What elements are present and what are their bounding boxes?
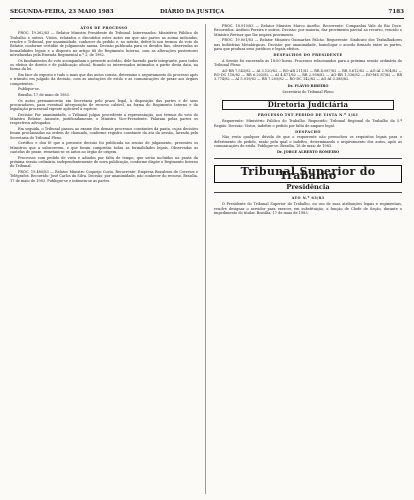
page-header — [10, 7, 404, 19]
paragraph: Os autos permanecerão em Secretaria pelo prazo legal, à disposição das partes e de seus procuradores, para eventual interposição de recurso cabível, na forma do Regimento Interno e da legislação processual vigente aplicável à espécie. — [10, 98, 198, 112]
paragraph: Os fundamentos do voto acompanham o presente acórdão, dele fazendo parte integrante, para todos os efeitos de direito e de publicação oficial, ficando os interessados intimados a partir desta data, na forma da lei. — [10, 58, 198, 72]
paragraph: Não resta qualquer dúvida de que o requerente não preencheu os requisitos legais para o deferimento do pedido, razão pela qual o indefiro, determinando o arquivamento dos autos, após as comunicações de estilo. Publique-se. Brasília, 16 de maio de 1983. — [214, 135, 402, 148]
department-title: Presidência — [286, 183, 330, 192]
act-number: ATO N.º 63/83 — [291, 196, 325, 201]
paragraph: PROC. 19.480/83 — Relator Ministro Coqueijo Costa. Recorrente: Empresa Brasileira de Correios e Telégrafos. Recorrido: José Carlos da Silva. Decisão: por unanimidade, não conhecer do recurso. Brasília, 17 de maio de 1983. Publique-se e intimem-se as partes. — [10, 170, 198, 183]
paragraph: Em seguida, o Tribunal passou ao exame dos demais processos constantes da pauta, cujas decisões foram proclamadas na ordem de chamada, conforme registro constante da ata da sessão, lavrada pela Secretaria do Tribunal Pleno. — [10, 127, 198, 140]
signature-title: Secretário do Tribunal Pleno — [282, 89, 334, 94]
horizontal-rule — [214, 158, 402, 159]
paragraph: Brasília, 17 de maio de 1983. — [18, 92, 70, 97]
paragraph: A Sessão foi encerrada às 18:00 horas. Processos relacionados para a próxima sessão ordinária do Tribunal Pleno: — [214, 58, 402, 67]
column-divider — [205, 24, 206, 494]
paragraph: PROC. 18.910/83 — Relator Ministro Marco Aurélio. Recorrente: Companhia Vale do Rio Doce. Recorridos: Antônio Pereira e outros. Decisão: por maioria, dar provimento parcial ao recurso, vencido o Ministro Revisor que lhe negava provimento. — [214, 24, 402, 37]
section-heading: DESPACHOS DO PRESIDENTE — [273, 52, 343, 57]
paragraph: Requerente: Ministério Público do Trabalho. Requerido: Tribunal Regional do Trabalho da 5.ª Região. Decisão: Vistos, indefiro o pedido por falta de amparo legal. — [214, 119, 402, 128]
section-heading: DESPACHO — [295, 129, 321, 134]
header-journal-title: DIÁRIO DA JUSTIÇA — [160, 9, 225, 15]
boxed-section-title: Diretoria Judiciária — [222, 100, 394, 110]
paragraph: PROC. 19.362/83 — Relator Ministro Presidente do Tribunal. Interessados: Ministério Público do Trabalho e outros. Vistos, relatados e discutidos estes autos em que são partes as acima indicadas, resolve o Tribunal, por unanimidade, conhecer do pedido e, no mérito, deferi-lo nos termos do voto do Relator, conforme certidão de julgamento anexa. Decisão publicada para os devidos fins, observadas as formalidades legais e o disposto no artigo 88 do Regimento Interno, com as alterações posteriores introduzidas pela Emenda Regimental n.º 2, de 1982. — [10, 31, 198, 57]
paragraph: PROC. 19.001/83 — Relator Ministro Guimarães Falcão. Requerente: Sindicato dos Trabalhadores nas Indústrias Metalúrgicas. Decisão: por unanimidade, homologar o acordo firmado entre as partes, para que produza seus jurídicos e legais efeitos. — [214, 38, 402, 51]
paragraph: Em face do exposto e tudo o mais que dos autos consta, determino o arquivamento do processo após o trânsito em julgado da decisão, com as anotações de estilo e as comunicações de praxe aos órgãos competentes. — [10, 72, 198, 86]
signature-name: Dr. FLÁVIO RIBEIRO — [287, 83, 329, 88]
paragraph: Publique-se. — [18, 87, 40, 92]
paragraph: Decisão: Por unanimidade, o Tribunal julgou procedente a representação, nos termos do voto do Ministro Relator. Ausente, justificadamente, o Ministro Vice-Presidente. Falaram pelas partes os respectivos advogados. — [10, 112, 198, 126]
horizontal-rule — [214, 192, 402, 193]
paragraph: Processos com pedido de vista e adiados por falta de tempo, que serão incluídos na pauta da próxima sessão ordinária, independentemente de nova publicação, conforme dispõe o Regimento Interno do Tribunal. — [10, 155, 198, 169]
paragraph: Certifico e dou fé que a presente decisão foi publicada na sessão de julgamento, presentes os Ministros que a subscrevem, e que foram cumpridas todas as formalidades legais. Observadas as cautelas de praxe, remetam-se os autos ao órgão de origem. — [10, 141, 198, 155]
section-heading: ATOS DE PROCESSO — [80, 25, 128, 30]
header-date: SEGUNDA-FEIRA, 23 MAIO 1983 — [10, 9, 114, 15]
right-column — [214, 24, 402, 496]
left-column — [10, 24, 198, 496]
subsection-heading: PROCESSO TST PEDIDO DE VISTA N.º 1/83 — [257, 113, 359, 118]
header-page-number: 7183 — [388, 9, 404, 15]
process-list: AG-RR 7.543/82 — AI 3.120/82 — RO-AR 211/82 — RR 4.087/82 — RR 5.612/82 — AG-AI 2.904/82 — RO-DC 118/82 — RR 6.203/82 — AI 4.471/82 — RR 2.958/82 — AG-RR 1.336/82 — RO-MS 87/82 — RR 3.774/82 — AI 5.019/82 — RR 7.205/82 — RO-DC 142/82 — AG-AI 3.388/82. — [214, 68, 402, 82]
paragraph: O Presidente do Tribunal Superior do Trabalho, no uso de suas atribuições legais e regimentais, resolve designar o servidor para exercer, em substituição, a função de Chefe de Seção, durante o impedimento do titular. Brasília, 17 de maio de 1983. — [214, 202, 402, 215]
signature-name: Dr. JORGE ALBERTO ROMEIRO — [276, 150, 340, 155]
court-title: Tribunal Superior do Trabalho — [214, 165, 402, 184]
